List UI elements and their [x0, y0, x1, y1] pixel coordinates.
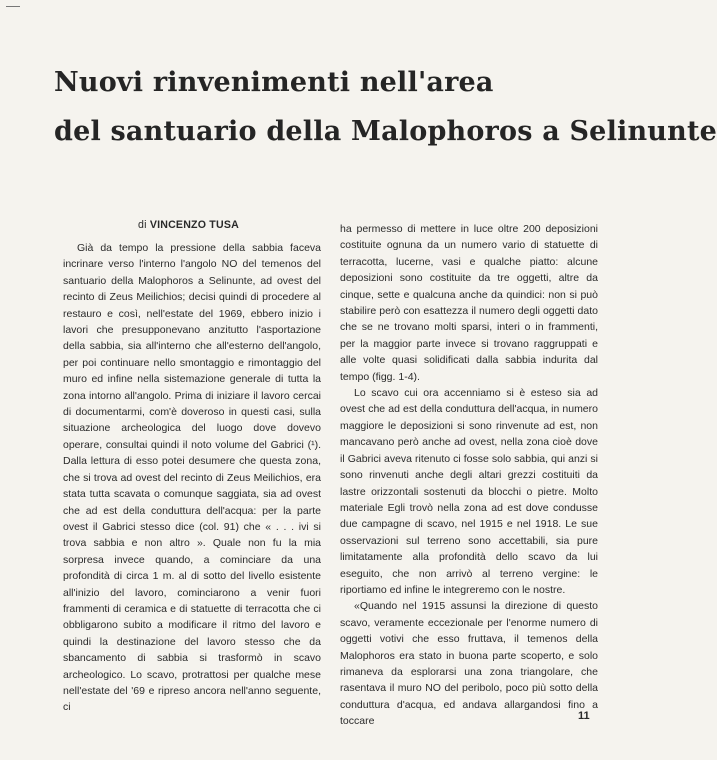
left-column: [63, 240, 321, 716]
byline-prefix: di: [138, 219, 147, 231]
article-title: [54, 58, 717, 156]
title-line-1: Nuovi rinvenimenti nell'area: [54, 67, 494, 98]
author-name: VINCENZO TUSA: [149, 219, 239, 231]
byline: [138, 219, 239, 231]
right-column: [340, 221, 598, 730]
page-number: 11: [578, 710, 590, 722]
right-paragraph-2: Lo scavo cui ora accenniamo si è esteso sia ad ovest che ad est della conduttura dell'acqua, in numero maggiore le deposizioni si sono rinvenute ad est, non mancavano però anche ad ovest, nella zona cioè dove il Gabrici aveva ritenuto ci fosse solo sabbia, qui anzi si sono rinvenuti anche degli altari grezzi costituiti da lastre orizzontali sostenuti da blocchi o pietre. Molto materiale Egli trovò nella zona ad est dove condusse due campagne di scavo, nel 1915 e nel 1918. Le sue osservazioni sul terreno sono accettabili, sia pure limitatamente alla profondità dello scavo da lui eseguito, che non arrivò al terreno vergine: le riportiamo ed infine le integreremo con le nostre.: [340, 387, 598, 596]
right-paragraph-3: «Quando nel 1915 assunsi la direzione di questo scavo, veramente eccezionale per l'enorme numero di oggetti votivi che esso fruttava, il temenos della Malophoros era stato in buona parte scoperto, e solo rimaneva da esplorarsi una zona triangolare, che rasentava il muro NO del peribolo, poco più sotto della conduttura d'acqua, ed andava allargandosi fino a toccare: [340, 600, 598, 728]
corner-mark: [6, 6, 20, 7]
left-paragraph-1: Già da tempo la pressione della sabbia faceva incrinare verso l'interno l'angolo NO del temenos del santuario della Malophoros a Selinunte, ad ovest del recinto di Zeus Meilichios; decisi quindi di procedere al restauro e così, nell'estate del 1969, ebbero inizio i lavori che presupponevano anzitutto l'asportazione della sabbia, sia all'interno che all'esterno dell'angolo, per poi continuare nello smontaggio e rimontaggio del muro ed infine nella sistemazione generale di tutta la zona intorno all'angolo. Prima di iniziare il lavoro cercai di documentarmi, com'è doveroso in questi casi, sulla situazione archeologica del luogo dove dovevo operare, consultai quindi il noto volume del Gabrici (¹). Dalla lettura di esso potei desumere che questa zona, che si trova ad ovest del recinto di Zeus Meilichios, era stata tutta scavata o comunque saggiata, sia ad ovest che ad est della conduttura dell'acqua: per la parte ovest il Gabrici stesso dice (col. 91) che « . . . ivi si trova sabbia e non altro ». Quale non fu la mia sorpresa invece quando, a cominciare da una profondità di circa 1 m. al di sotto del livello esistente all'inizio del lavoro, cominciarono a venir fuori frammenti di ceramica e di statuette di terracotta che ci obbligarono subito a modificare il ritmo del lavoro e quindi la destinazione del lavoro stesso che da sbancamento di sabbia si trasformò in scavo archeologico. Lo scavo, protrattosi per qualche mese nell'estate del '69 e ripreso ancora nell'anno seguente, ci: [63, 242, 321, 714]
title-line-2: del santuario della Malophoros a Selinunte: [54, 116, 717, 147]
right-paragraph-1: ha permesso di mettere in luce oltre 200 deposizioni costituite ognuna da un numero vario di statuette di terracotta, lucerne, vasi e qualche piatto: alcune deposizioni sono costituite da tre oggetti, altre da cinque, sette e qualcuna anche da quindici: non si può stabilire però con esattezza il numero degli oggetti dato che se ne trovano molti sparsi, interi o in frammenti, per la maggior parte invece si trovano raggruppati e alle volte quasi solidificati dalla sabbia indurita dal tempo (figg. 1-4).: [340, 223, 598, 383]
